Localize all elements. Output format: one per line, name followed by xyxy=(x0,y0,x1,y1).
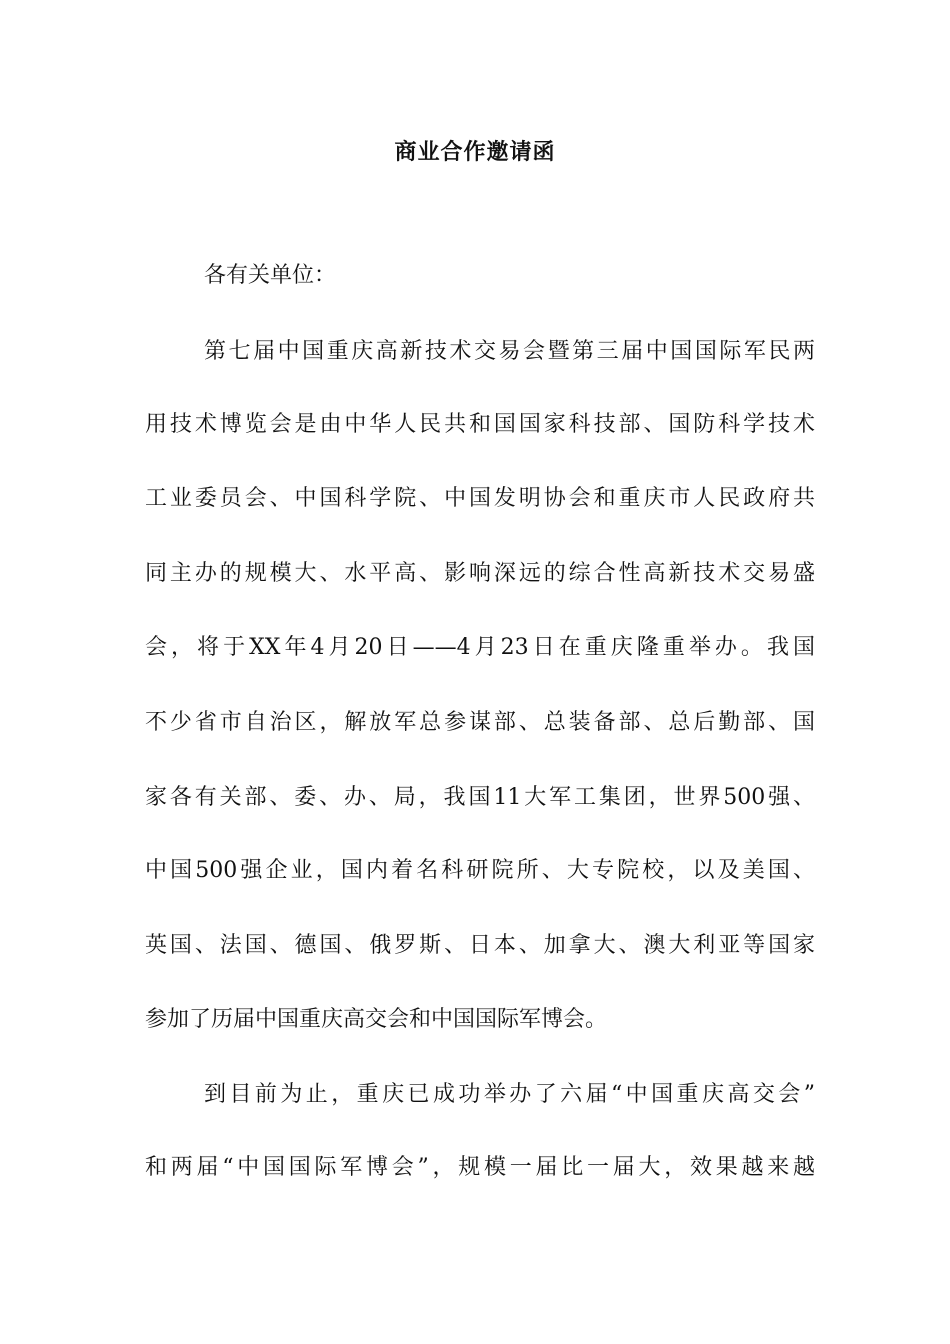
salutation: 各有关单位： xyxy=(204,263,337,288)
paragraph-1-line-4: 同主办的规模大、水平高、影响深远的综合性高新技术交易盛 xyxy=(145,561,815,586)
paragraph-2-line-2: 和两届“中国国际军博会”，规模一届比一届大，效果越来越 xyxy=(145,1155,815,1180)
paragraph-1-line-9: 英国、法国、德国、俄罗斯、日本、加拿大、澳大利亚等国家 xyxy=(145,933,815,958)
paragraph-1-line-5: 会，将于XX年4月20日——4月23日在重庆隆重举办。我国 xyxy=(145,635,815,660)
paragraph-1-line-10: 参加了历届中国重庆高交会和中国国际军博会。 xyxy=(145,1007,608,1032)
paragraph-1-line-7: 家各有关部、委、办、局，我国11大军工集团，世界500强、 xyxy=(145,785,815,810)
paragraph-1-line-8: 中国500强企业，国内着名科研院所、大专院校，以及美国、 xyxy=(145,858,815,883)
paragraph-1-line-3: 工业委员会、中国科学院、中国发明协会和重庆市人民政府共 xyxy=(145,486,815,511)
paragraph-1-line-2: 用技术博览会是由中华人民共和国国家科技部、国防科学技术 xyxy=(145,412,815,437)
paragraph-1-line-6: 不少省市自治区，解放军总参谋部、总装备部、总后勤部、国 xyxy=(145,710,815,735)
document-title: 商业合作邀请函 xyxy=(394,140,556,165)
paragraph-1-line-1: 第七届中国重庆高新技术交易会暨第三届中国国际军民两 xyxy=(204,339,815,364)
paragraph-2-line-1: 到目前为止，重庆已成功举办了六届“中国重庆高交会” xyxy=(204,1082,815,1107)
